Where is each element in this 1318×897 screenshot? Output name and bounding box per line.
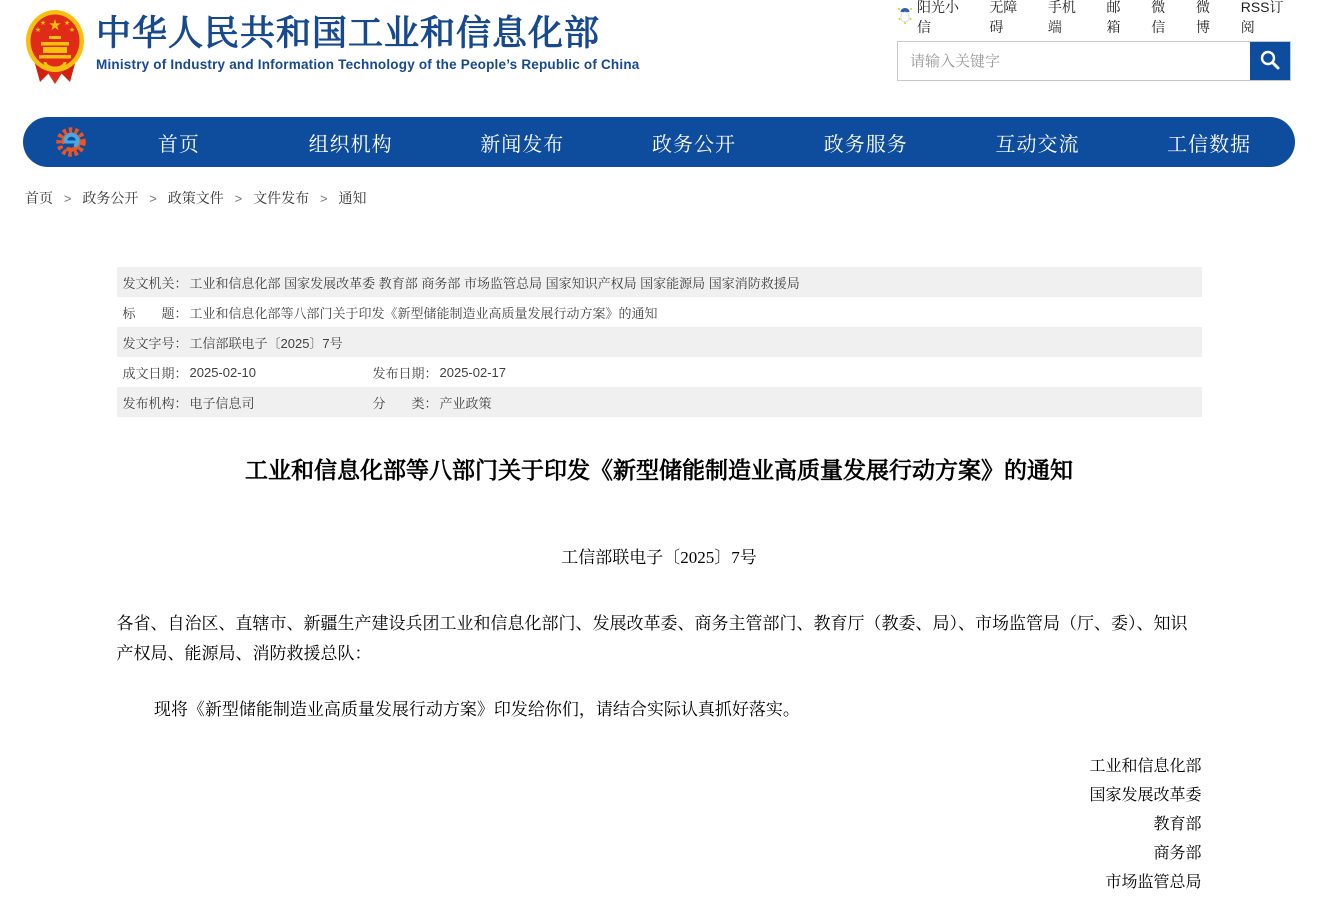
breadcrumb-document-release[interactable]: 文件发布 bbox=[253, 190, 310, 206]
breadcrumb-policy-documents[interactable]: 政策文件 bbox=[167, 190, 224, 206]
svg-text:★: ★ bbox=[63, 20, 71, 27]
svg-text:★: ★ bbox=[68, 27, 76, 34]
robot-mascot-icon bbox=[897, 6, 913, 28]
article-doc-number: 工信部联电子〔2025〕7号 bbox=[561, 548, 757, 567]
header-right bbox=[897, 0, 1297, 81]
signature-line: 市场监管总局 bbox=[1105, 874, 1202, 891]
site-subtitle: Ministry of Industry and Information Technology of the People’s Republic of China bbox=[96, 57, 640, 72]
breadcrumb-home[interactable]: 首页 bbox=[25, 190, 53, 206]
nav-item-interaction[interactable]: 互动交流 bbox=[995, 133, 1080, 156]
breadcrumb-gov-disclosure[interactable]: 政务公开 bbox=[82, 190, 139, 206]
breadcrumb-separator: > bbox=[320, 191, 328, 206]
meta-row-publisher bbox=[117, 387, 1202, 417]
meta-value: 2025-02-17 bbox=[439, 364, 507, 380]
meta-value: 产业政策 bbox=[439, 395, 492, 411]
meta-row-doc-number bbox=[117, 327, 1202, 357]
breadcrumb-separator: > bbox=[149, 191, 157, 206]
top-link-weibo[interactable]: 微博 bbox=[1196, 0, 1210, 35]
article-title: 工业和信息化部等八部门关于印发《新型储能制造业高质量发展行动方案》的通知 bbox=[245, 457, 1073, 483]
top-header bbox=[0, 0, 1318, 100]
article-salutation: 各省、自治区、直辖市、新疆生产建设兵团工业和信息化部门、发展改革委、商务主管部门、教育厅（教委、局）、市场监管局（厅、委）、知识产权局、能源局、消防救援总队： bbox=[116, 614, 1188, 663]
svg-text:★: ★ bbox=[48, 17, 62, 34]
meta-label: 发文字号： bbox=[122, 335, 188, 351]
meta-row-dates bbox=[117, 357, 1202, 387]
top-link-mobile[interactable]: 手机端 bbox=[1047, 0, 1076, 35]
search-icon bbox=[1259, 49, 1281, 74]
search-input[interactable] bbox=[898, 42, 1250, 80]
meta-label: 分 类： bbox=[372, 395, 438, 411]
meta-label: 成文日期： bbox=[122, 365, 188, 381]
top-link-wechat[interactable]: 微信 bbox=[1151, 0, 1166, 35]
meta-value: 工业和信息化部等八部门关于印发《新型储能制造业高质量发展行动方案》的通知 bbox=[189, 305, 658, 321]
search-bar bbox=[897, 41, 1291, 81]
search-button[interactable] bbox=[1250, 42, 1290, 80]
breadcrumb-separator: > bbox=[63, 191, 72, 206]
site-title-block[interactable] bbox=[96, 14, 639, 72]
document-meta-table bbox=[117, 267, 1202, 417]
signature-line: 工业和信息化部 bbox=[1089, 758, 1202, 775]
meta-label: 发文机关： bbox=[122, 275, 188, 291]
nav-item-home[interactable]: 首页 bbox=[157, 133, 200, 156]
nav-item-news[interactable]: 新闻发布 bbox=[480, 133, 565, 156]
top-link-rss[interactable]: RSS订阅 bbox=[1240, 0, 1284, 35]
top-link-accessibility[interactable]: 无障碍 bbox=[989, 0, 1018, 35]
top-link-yangguang-xiaoxin[interactable]: 阳光小信 bbox=[897, 0, 972, 37]
main-nav bbox=[23, 117, 1295, 167]
nav-item-gov-services[interactable]: 政务服务 bbox=[823, 133, 908, 156]
meta-value: 工业和信息化部 国家发展改革委 教育部 商务部 市场监管总局 国家知识产权局 国家能源局 国家消防救援局 bbox=[189, 275, 800, 291]
meta-label: 标 题： bbox=[122, 305, 188, 321]
nav-item-gov-disclosure[interactable]: 政务公开 bbox=[652, 133, 737, 156]
meta-value: 工信部联电子〔2025〕7号 bbox=[189, 335, 343, 351]
nav-item-miit-data[interactable]: 工信数据 bbox=[1167, 133, 1252, 156]
svg-text:★: ★ bbox=[39, 20, 47, 27]
national-emblem-icon bbox=[24, 8, 86, 86]
top-link-mail[interactable]: 邮箱 bbox=[1106, 0, 1121, 35]
site-title[interactable]: 中华人民共和国工业和信息化部 bbox=[96, 14, 601, 53]
signature-block bbox=[117, 752, 1202, 897]
article-container bbox=[117, 267, 1202, 897]
meta-label: 发布日期： bbox=[372, 365, 438, 381]
top-links bbox=[897, 0, 1297, 35]
meta-label: 发布机构： bbox=[122, 395, 188, 411]
signature-line: 国家发展改革委 bbox=[1089, 787, 1202, 804]
breadcrumb-notice[interactable]: 通知 bbox=[338, 190, 367, 206]
meta-value: 2025-02-10 bbox=[189, 364, 257, 380]
miit-swirl-logo-icon[interactable] bbox=[51, 121, 93, 163]
meta-row-issuing-agency bbox=[117, 267, 1202, 297]
breadcrumb bbox=[25, 188, 1318, 208]
signature-line: 商务部 bbox=[1153, 845, 1202, 862]
nav-item-organization[interactable]: 组织机构 bbox=[308, 133, 393, 156]
article-body-paragraph: 现将《新型储能制造业高质量发展行动方案》印发给你们，请结合实际认真抓好落实。 bbox=[153, 700, 800, 719]
meta-value: 电子信息司 bbox=[189, 395, 255, 411]
svg-text:★: ★ bbox=[34, 27, 42, 34]
breadcrumb-separator: > bbox=[234, 191, 243, 206]
signature-line: 教育部 bbox=[1153, 816, 1202, 833]
meta-row-title bbox=[117, 297, 1202, 327]
